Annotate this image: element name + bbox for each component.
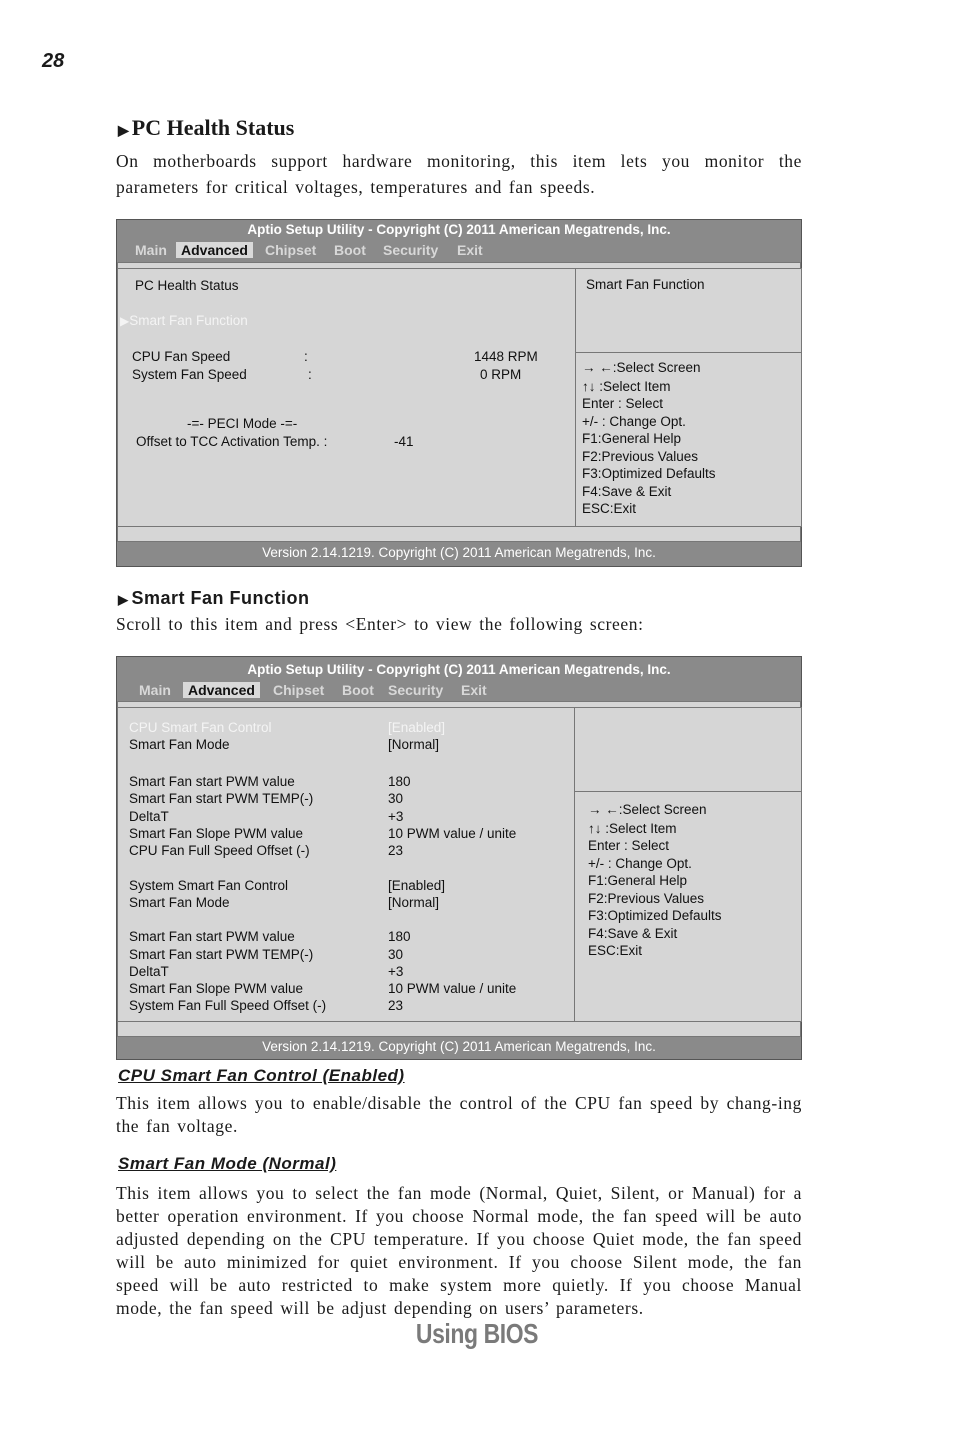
setting-label[interactable]: Smart Fan Slope PWM value <box>129 981 304 996</box>
tab-security[interactable]: Security <box>383 242 439 258</box>
help-title: Smart Fan Function <box>586 277 705 292</box>
section-intro: On motherboards support hardware monitoring, this item lets you monitor the parameters for critical voltages, temperatures and fan speeds. <box>116 151 802 197</box>
bios-header <box>117 657 801 701</box>
bios-version: Version 2.14.1219. Copyright (C) 2011 American Megatrends, Inc. <box>117 1037 801 1059</box>
setting-label[interactable]: Smart Fan start PWM value <box>129 929 295 944</box>
cpu-fan-label: CPU Fan Speed <box>132 349 231 364</box>
setting-value[interactable]: [Normal] <box>388 895 440 910</box>
peci-mode: -=- PECI Mode -=- <box>187 416 298 431</box>
key-f4: F4:Save & Exit <box>582 483 672 499</box>
fan-mode-heading: Smart Fan Mode (Normal) <box>118 1154 337 1173</box>
bios-title: Aptio Setup Utility - Copyright (C) 2011 American Megatrends, Inc. <box>247 222 671 237</box>
sys-fan-sep: : <box>308 367 312 382</box>
key-f3: F3:Optimized Defaults <box>588 908 722 923</box>
setting-label[interactable]: Smart Fan Slope PWM value <box>129 826 304 841</box>
tab-advanced[interactable]: Advanced <box>176 242 253 258</box>
cpu-fan-value: 1448 RPM <box>474 349 538 364</box>
tab-main[interactable]: Main <box>139 682 171 698</box>
keys-panel <box>574 791 802 1022</box>
bios-bottom-divider <box>117 1021 801 1037</box>
key-select-item: ↑↓ :Select Item <box>588 820 677 836</box>
setting-value[interactable]: 30 <box>388 947 404 962</box>
key-f2: F2:Previous Values <box>588 890 705 906</box>
submenu-label: Smart Fan Function <box>129 313 248 328</box>
tab-main[interactable]: Main <box>135 242 167 258</box>
setting-label[interactable]: System Fan Full Speed Offset (-) <box>129 998 327 1013</box>
cpu-ctrl-text: This item allows you to enable/disable the control of the CPU fan speed by chang-ing the fan voltage. <box>116 1093 802 1136</box>
setting-value[interactable]: 10 PWM value / unite <box>388 981 517 996</box>
key-select-item: ↑↓ :Select Item <box>582 378 671 394</box>
key-esc: ESC:Exit <box>588 943 643 958</box>
sys-fan-value: 0 RPM <box>480 367 522 382</box>
setting-label[interactable]: Smart Fan start PWM value <box>129 774 295 789</box>
help-panel <box>574 707 802 792</box>
bios-header <box>117 220 801 262</box>
setting-value[interactable]: 180 <box>388 774 411 789</box>
setting-value[interactable]: 10 PWM value / unite <box>388 826 517 841</box>
cpu-fan-sep: : <box>304 349 308 364</box>
key-legend <box>588 801 722 960</box>
chapter-footer: Using BIOS <box>415 1318 539 1349</box>
offset-label: Offset to TCC Activation Temp. : <box>136 434 328 449</box>
bios-main-panel <box>117 707 575 1022</box>
tab-chipset[interactable]: Chipset <box>273 682 325 698</box>
bios-version: Version 2.14.1219. Copyright (C) 2011 American Megatrends, Inc. <box>117 542 801 566</box>
setting-value[interactable]: +3 <box>388 964 404 979</box>
key-enter: Enter : Select <box>588 838 670 853</box>
setting-value[interactable]: 30 <box>388 791 404 806</box>
triangle-bullet-icon: ▶ <box>118 592 129 607</box>
tab-exit[interactable]: Exit <box>461 682 487 698</box>
bios-main-panel <box>117 268 576 527</box>
key-legend <box>582 359 716 518</box>
key-select-screen: → ←:Select Screen <box>588 802 707 817</box>
fan-mode-text: This item allows you to select the fan mode (Normal, Quiet, Silent, or Manual) for a better operation environment. If you choose Normal mode, the fan speed will be auto adjusted depending on the CPU temperature. If you choose Quiet mode, the fan speed will be auto minimized for quiet environment. If you choose Silent mode, the fan speed will be auto restricted to make system more quietly. If you choose Manual mode, the fan speed will be adjust depending on users’ parameters. <box>116 1183 802 1318</box>
key-f4: F4:Save & Exit <box>588 925 678 941</box>
panel-heading: PC Health Status <box>135 278 239 293</box>
tab-security[interactable]: Security <box>388 682 444 698</box>
bios-bottom-divider <box>117 526 801 542</box>
setting-value[interactable]: +3 <box>388 809 404 824</box>
tab-boot[interactable]: Boot <box>342 682 374 698</box>
key-change: +/- : Change Opt. <box>582 413 686 429</box>
tab-advanced[interactable]: Advanced <box>183 682 260 698</box>
setting-label[interactable]: Smart Fan Mode <box>129 895 230 910</box>
setting-label[interactable]: DeltaT <box>129 964 169 979</box>
setting-label[interactable]: Smart Fan start PWM TEMP(-) <box>129 791 314 806</box>
sys-fan-label: System Fan Speed <box>132 367 247 382</box>
key-esc: ESC:Exit <box>582 501 637 516</box>
triangle-bullet-icon: ▶ <box>118 124 129 139</box>
setting-label[interactable]: Smart Fan Mode <box>129 737 230 752</box>
setting-value[interactable]: [Enabled] <box>388 720 446 735</box>
tab-chipset[interactable]: Chipset <box>265 242 317 258</box>
key-f1: F1:General Help <box>582 431 682 446</box>
key-select-screen: → ←:Select Screen <box>582 360 701 375</box>
section-heading <box>118 115 294 141</box>
key-f3: F3:Optimized Defaults <box>582 466 716 481</box>
setting-label[interactable]: System Smart Fan Control <box>129 878 289 893</box>
key-f1: F1:General Help <box>588 873 688 888</box>
subsection-intro: Scroll to this item and press <Enter> to view the following screen: <box>116 614 644 634</box>
submenu-arrow-icon: ▶ <box>120 314 130 328</box>
bios-screen-health <box>116 219 802 567</box>
tab-boot[interactable]: Boot <box>334 242 366 258</box>
subsection-title: Smart Fan Function <box>131 588 310 608</box>
tab-exit[interactable]: Exit <box>457 242 483 258</box>
section-title: PC Health Status <box>131 115 295 140</box>
setting-value[interactable]: 180 <box>388 929 411 944</box>
setting-value[interactable]: 23 <box>388 998 404 1013</box>
bios-title: Aptio Setup Utility - Copyright (C) 2011 American Megatrends, Inc. <box>247 662 671 677</box>
key-change: +/- : Change Opt. <box>588 855 692 871</box>
setting-value[interactable]: [Normal] <box>388 737 440 752</box>
bios-screen-smart-fan <box>116 656 802 1060</box>
key-enter: Enter : Select <box>582 396 664 411</box>
setting-value[interactable]: 23 <box>388 843 404 858</box>
help-panel <box>575 268 802 353</box>
offset-value: -41 <box>394 434 414 449</box>
page-number: 28 <box>42 50 65 72</box>
keys-panel <box>575 352 802 527</box>
subsection-heading <box>118 588 310 609</box>
setting-label[interactable]: CPU Smart Fan Control <box>129 720 272 735</box>
submenu-smart-fan[interactable] <box>120 313 248 328</box>
key-f2: F2:Previous Values <box>582 448 699 464</box>
setting-label[interactable]: CPU Fan Full Speed Offset (-) <box>129 843 310 858</box>
cpu-ctrl-heading: CPU Smart Fan Control (Enabled) <box>118 1066 405 1085</box>
setting-label[interactable]: Smart Fan start PWM TEMP(-) <box>129 947 314 962</box>
setting-value[interactable]: [Enabled] <box>388 878 446 893</box>
setting-label[interactable]: DeltaT <box>129 809 169 824</box>
